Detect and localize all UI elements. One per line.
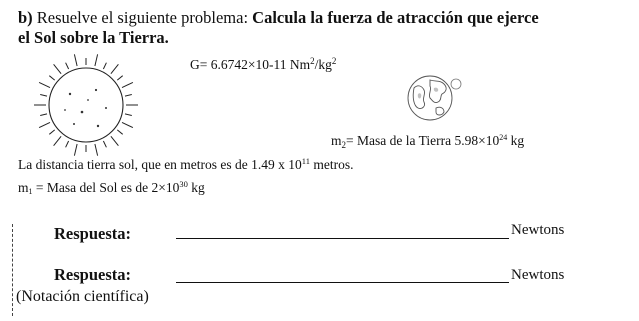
sun-ray (122, 122, 133, 127)
sun-ray (54, 64, 62, 73)
sun-ray (39, 122, 50, 127)
earth-sun-distance (18, 156, 353, 173)
sun-ray (66, 141, 69, 147)
margin-dashed-line (12, 224, 13, 316)
sun-ray (49, 130, 54, 134)
sun-ray (49, 76, 54, 80)
answer-label-1: Respuesta: (54, 224, 131, 243)
earth-mass-unit: kg (507, 133, 525, 148)
gravitational-constant (190, 56, 336, 73)
earth-mass (331, 133, 524, 150)
sun-ray (117, 130, 122, 134)
problem-label: b) (18, 8, 33, 27)
sun-drawing-icon (26, 50, 146, 160)
sun-ray (66, 63, 69, 69)
sun-ray (125, 114, 132, 116)
sun-ray (74, 144, 77, 156)
sun-ray (95, 144, 98, 156)
sun-mass (18, 179, 205, 196)
sun-ray (74, 54, 77, 66)
earth-globe-icon (400, 70, 466, 126)
sun-ray (111, 64, 119, 73)
problem-intro: Resuelve el siguiente problema: (36, 8, 249, 27)
answer-field-1[interactable] (176, 238, 509, 239)
answer-unit-1: Newtons (511, 222, 565, 238)
distance-exponent: 11 (301, 156, 310, 166)
sun-ray (95, 54, 98, 66)
earth-mass-text: = Masa de la Tierra 5.98×10 (346, 133, 500, 148)
sun-mass-unit: kg (187, 180, 205, 195)
earth-mass-symbol: m (331, 133, 342, 148)
answer-field-2[interactable] (176, 282, 509, 283)
sun-ray (103, 141, 106, 147)
sun-ray (117, 76, 122, 80)
sun-ray (40, 95, 47, 97)
constant-base: G= 6.6742×10-11 Nm (190, 57, 311, 72)
sun-ray (103, 63, 106, 69)
distance-text: La distancia tierra sol, que en metros es de 1.49 x 10 (18, 157, 302, 172)
sun-mass-exponent: 30 (179, 179, 188, 189)
earth-mass-exponent: 24 (499, 133, 508, 142)
answer-unit-2: Newtons (511, 267, 565, 283)
constant-unit: /kg (314, 57, 332, 72)
sun-mass-symbol: m (18, 180, 29, 195)
constant-exponent-2: 2 (331, 56, 337, 66)
answer-label-2: Respuesta: (54, 265, 131, 284)
distance-unit: metros. (309, 157, 354, 172)
sun-ray (40, 114, 47, 116)
problem-statement-line-2 (18, 28, 169, 48)
sun-ray (125, 95, 132, 97)
sun-ray (111, 136, 119, 145)
sun-ray (54, 136, 62, 145)
sun-ray (122, 82, 133, 87)
problem-statement-line-1 (18, 8, 539, 28)
sun-ray (39, 82, 50, 87)
sun-mass-subscript: 1 (28, 187, 33, 196)
problem-question-part-1: Calcula la fuerza de atracción que ejerce (252, 8, 539, 27)
constant-exponent-1: 2 (310, 56, 315, 66)
sun-mass-text: = Masa del Sol es de 2×10 (32, 180, 180, 195)
scientific-notation-note: (Notación científica) (16, 288, 149, 305)
earth-mass-subscript: 2 (341, 140, 347, 150)
problem-question-part-2: el Sol sobre la Tierra. (18, 28, 169, 47)
